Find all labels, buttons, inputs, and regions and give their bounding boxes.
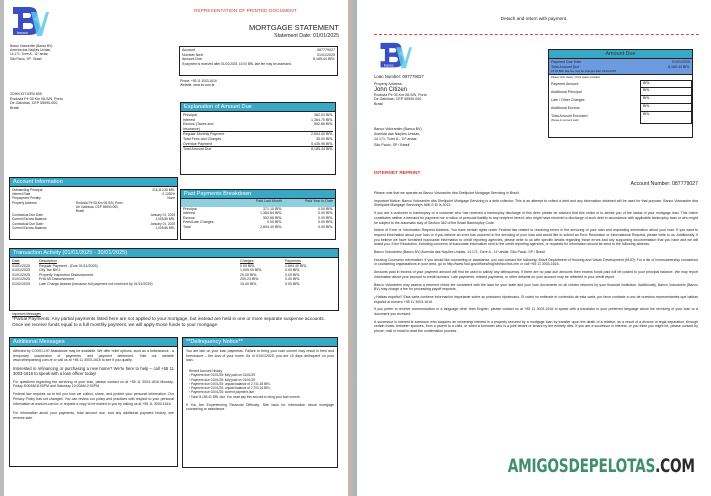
bv-logo-icon (377, 40, 412, 72)
late-fee-note: If payment is received after 01/01/2025, 15.00 BRL late fee may be assessed. (182, 61, 292, 66)
phone: Phone: +55 11 3003-1616 (180, 79, 217, 83)
number-next-row: Number Next 01/01/2025 (182, 52, 335, 57)
detach-line (374, 34, 699, 35)
bank-address: Banco Votorantim (Banco BV) Avenida das Nações Unidas, 14.171, Torre A - 11º andar, São Paulo, SP - Brasil (10, 44, 53, 61)
account-info-header: Account Information (10, 178, 177, 187)
account-information: Account Information Outstanding Principal 216,110.25 BRL Interest Rate 0.1250% Prepayment Penalty None Property Address: Rodovia Pe 05 Km 08-S/N, Porto De Galinhas, CEP 55590-000, Brasil Contractual Due Date: January 01, 2025 Current Escrow Balance: 2,005.86 BRL Contractual Due Date: January 01, 2025 Current Escrow Balance: 2,005.86 BRL (9, 177, 178, 240)
remit-address: Banco Votorantim (Banco BV) Avenida das Nações Unidas, 14.171, Torre A - 11º andar, São Paulo, SP / Brasil. (374, 127, 422, 147)
total-amount-due-row: Total Amount Due 8,185.44 BRL (183, 147, 333, 152)
amount-due-coupon: Amount Due Payment Due Date 01/01/2025 Total Amount Due 8,185.44 BRL 15,00 BRL late fee may be charged after 01/01/2025 Please write clearly. Circle space provided. Payment Amount BRL Additional Principal BRL Late / Other Charges BRL Additional Escrow BRL Total Amount Enclosed (Please do not send cash) BRL (548, 49, 693, 138)
explanation-of-amount-due: Explanation of Amount Due Principal 382.03 BRL Interest 1,384.70 BRL Escrow (Taxes and Insurance) 552.66 BRL Regular Monthly Payment 2,694.40 BRL Total Fees and Charges 35.00 BRL Overdue Payment 5,435.96 BRL Total Amount Due 8,185.44 BRL (180, 102, 336, 175)
transaction-header: Transaction Activity (01/01/2025 - 30/01/2025) (10, 249, 338, 258)
payment-amount-input[interactable]: BRL (640, 80, 692, 88)
past-payments-breakdown (180, 189, 336, 240)
svg-text:banco: banco (384, 63, 394, 68)
delinquency-header: **Delinquency Notice** (183, 338, 337, 347)
account-summary-box (179, 46, 338, 76)
payment-coupon-page (357, 0, 711, 496)
table-row: 01/01/2025 FHA MI Disbursement 209.23 BRL 0.00 BRL (12, 277, 300, 282)
bv-logo-icon (9, 4, 49, 40)
coupon-property-address: Property Address: John Citizen Rodovia Pe 05 Km 08-S/N, Porto De Galinhas, CEP 55590-000, Brasil (374, 82, 427, 106)
svg-text:banco: banco (17, 30, 28, 35)
loan-number: Loan Number: 087779027 (374, 74, 424, 79)
explanation-header: Explanation of Amount Due (181, 103, 335, 112)
additional-messages-header: Additional Messages (10, 338, 177, 347)
recent-history: Recent Account History › Payment due 01/01/25: fully paid on 01/01/25 › Payment due 01/01/25: fully paid on 01/01/25 › Payment due 01/01/25: unpaid balance of 2,741.45 BRL › Payment due 01/01/25: unpaid balance of 2,703.16 BRL › Payment due 02/01/25: current payment due › Total: 8,185.41 BRL due. You must pay this amount to bring your loan current. (189, 369, 301, 400)
contact-info (180, 79, 217, 87)
amount-due-header: Amount Due (549, 50, 692, 59)
amount-due-row: Amount Due 8,185.44 BRL (182, 57, 335, 62)
account-row: Account 087779027 (182, 48, 335, 52)
transaction-activity (9, 248, 339, 311)
table-row: 01/01/2025 Property Inspection Disbursement 20.00 BRL 0.00 BRL (12, 272, 300, 277)
additional-escrow-input[interactable]: BRL (640, 104, 692, 112)
table-row: 01/02/2025 Late Charge Assess (because full payment not received by 01/11/2025) 15.00 BRL 0.00 BRL (12, 281, 300, 286)
page-gutter (348, 0, 357, 496)
notices: Please note that we operate as Banco Votorantim dba Shellpoint Mortgage Servicing in Brazil. Important Notice: Banco Votorantim dba Shellpoint Mortgage Servicing is a debt collector. This is an attempt to collect a debt and any information obtained will be used for that purpose. Banco Votorantim dba Shellpoint Mortgage Servicing's NMLS ID is 3013. If you are a customer in bankruptcy or a customer who has received a bankruptcy discharge of this debt: please be advised that this notice is to advise you of the status of your mortgage loan. This notice constitutes neither a demand for payment nor a notice of personal liability to any recipient hereof, who might have received a discharge of such debt in accordance with applicable bankruptcy laws or who might be subject to the automatic stay of Section 362 of the Brazil Bankruptcy Code. Notice of Error or Information Request Address. You have certain rights under Federal law related to resolving errors in the servicing of your loan and requesting information about your loan. If you want to request information about your loan or if you believe an error has occurred in the servicing of your loan and would like to submit an Error Resolution or Informational Request, please write to us. Additionally, if you believe we have furnished inaccurate information to credit reporting agencies, please write to us with specific details regarding those errors and any supporting documentation that you have and we will assist you. Error Resolution, including concerns of inaccurate information sent to the credit reporting agencies, or requests for information should be send to the following address: Banco Votorantim (Banco BV) Avenida das Nações Unidas, 14.171, Torre A - 11º andar, São Paulo, SP / Brasil. Housing Counselor Information: If you would like counseling or assistance, you can contact the following: Brazil Department of Housing and Urban Development (HUD): For a list of homeownership counselors or counseling organizations in your area, go to http://www.hud.gov/offices/hsg/sfh/hcc/hcs.cfm or call +55 11 3003-1616. Amounts paid in excess of your payment amount will first be used to satisfy any delinquency. If there are no past due amounts then excess funds paid will be posted to your principal balance. We may report information about your account to credit bureaus. Late payments, missed payments, or other defaults on your account may be reflected in your credit report. Banco Votorantim may assess a returned check fee consistent with the laws for your state and your loan documents on all checks returned by your financial institution. Additionally, Banco Votorantim (Banco BV) may charge a fee for processing payoff requests. ¿Hablas español? Esta carta contiene información importante sobre su préstamo hipotecario. Si usted no entiende el contenido de esta carta, por favor contacte a uno de nuestros representantes que hablan español al número +55 11 3003-1616. If you prefer to receive communication in a language other than English, please contact us at +55 11 3003-1616 to speak with a translator in your preferred language about the servicing of your loan or a document you received. A successor in interest is someone who acquires an ownership interest in a property secured by a mortgage loan by transfer upon the death of a relative, as a result of a divorce or legal separation, through certain trusts, between spouses, from a parent to a child, or when a borrower who is a joint tenant or tenant by the entirety dies. If you are a successor in interest, or you think you might be, please contact by phone, mail or email to start the confirmation process. (374, 191, 698, 334)
bv-logo (377, 40, 412, 72)
statement-page (4, 0, 348, 496)
representation-banner: REPRESENTATION OF PRINTED DOCUMENT (194, 9, 297, 14)
payment-fields: Payment Amount BRL Additional Principal BRL Late / Other Charges BRL Additional Escrow BRL Total Amount Enclosed (Please do not send cash) BRL (549, 80, 692, 124)
account-number: Account Number: 087779027 (630, 181, 698, 187)
delinquency-notice: **Delinquency Notice** You are late on your loan payments. Failure to bring your loan current may result in fees and foreclosure – the loss of your home. As of 01/01/2025, you are 19 days delinquent on your loan. Recent Account History › Payment due 01/01/25: fully paid on 01/01/25 › Payment due 01/01/25: fully paid on 01/01/25 › Payment due 01/01/25: unpaid balance of 2,741.45 BRL › Payment due 01/01/25: unpaid balance of 2,703.16 BRL › Payment due 02/01/25: current payment due › Total: 8,185.41 BRL due. You must pay this amount to bring your loan current. If You Are Experiencing Financial Difficulty: See back for information about mortgage counseling or assistance. (182, 337, 338, 468)
website-link[interactable]: Website: www.bv.com.br (180, 83, 215, 88)
additional-principal-input[interactable]: BRL (640, 88, 692, 96)
bv-logo (9, 4, 49, 40)
borrower-address: JOHN CITIZEN 805 Rodovia Pe 05 Km 08-S/N, Porto De Galinhas, CEP 55590-000, Brasil (10, 92, 63, 110)
statement-date: Statement Date: 01/01/2025 (274, 33, 339, 39)
statement-title: MORTGAGE STATEMENT (248, 23, 339, 32)
detach-instruction: Detach and return with payment. (500, 16, 568, 21)
past-payments-header: Past Payments Breakdown (181, 190, 335, 199)
transaction-table: Date Description Charges Payments 01/01/2025 Regular Payment - (Due 01/11/2025) 0.00 BRL 2,694.40 BRL 01/01/2025 City Tax Bill 2 1,095.00 BRL 0.00 BRL 01/01/2025 Property Inspection Disbursement 20.00 BRL 0.00 BRL 01/01/2025 FHA MI Disbursement 209.23 BRL 0.00 BRL 01/02/2025 Late Charge Assess (because full payment not received by 01/11/2025) 15.00 BRL 0.00 BRL (10, 259, 338, 287)
total-enclosed-input[interactable]: BRL (640, 112, 692, 124)
late-charges-input[interactable]: BRL (640, 96, 692, 104)
additional-messages: Additional Messages Affected by COVID-19? Assistance may be available. We offer relief options, such as a forbearance - a temporary suspension of payments, and payment deferment. Visit our website www.sfhelpointing.com.br or call us at +55 11 3003-1616 to see if you qualify. Interested in refinancing or purchasing a new home? We're here to help – call +55 11 3003-1616 to speak with a loan officer today! For questions regarding the servicing of your loan, please contact us at +55 11 3003-1616 Monday-Friday 8:00AM-8:00PM and Saturday 10:00AM-2:00PM. Federal law requires us to tell you how we collect, share, and protect your personal information. Our Privacy Policy has not changed. You can review our policy and practices with respect to your personal information at www.bv.com.br or request a copy to be mailed to you by calling us at +55 11 3003-1616. For information about your payments, total amount due, and any additional payment history, see reverse side. (9, 337, 178, 467)
table-row: 01/01/2025 Regular Payment - (Due 01/11/2025) 0.00 BRL 2,694.40 BRL (12, 263, 307, 268)
past-payments-table: Paid Last Month Paid Year to Date Principal 371.10 BRL 0.00 BRL Interest 1,384.64 BRL 0.00 BRL Escrow 552.66 BRL 0.00 BRL Fees/Late Charges 0.00 BRL 0.00 BRL Total 2,694.40 BRL 0.00 BRL (183, 199, 333, 229)
watermark: AMIGOSDEPELOTAS.COM (507, 455, 695, 477)
table-row: 01/01/2025 City Tax Bill 2 1,095.00 BRL 0.00 BRL (12, 268, 300, 273)
internet-reprint: INTERNET REPRINT (374, 171, 421, 176)
important-messages: Important Messages *Partial Payments: Any partial payments listed here are not applied to your mortgage, but instead are held in one or more separate suspense accounts. Once we receive funds equal to a full monthly payment, we will apply those funds to your mortgage. (12, 312, 325, 327)
